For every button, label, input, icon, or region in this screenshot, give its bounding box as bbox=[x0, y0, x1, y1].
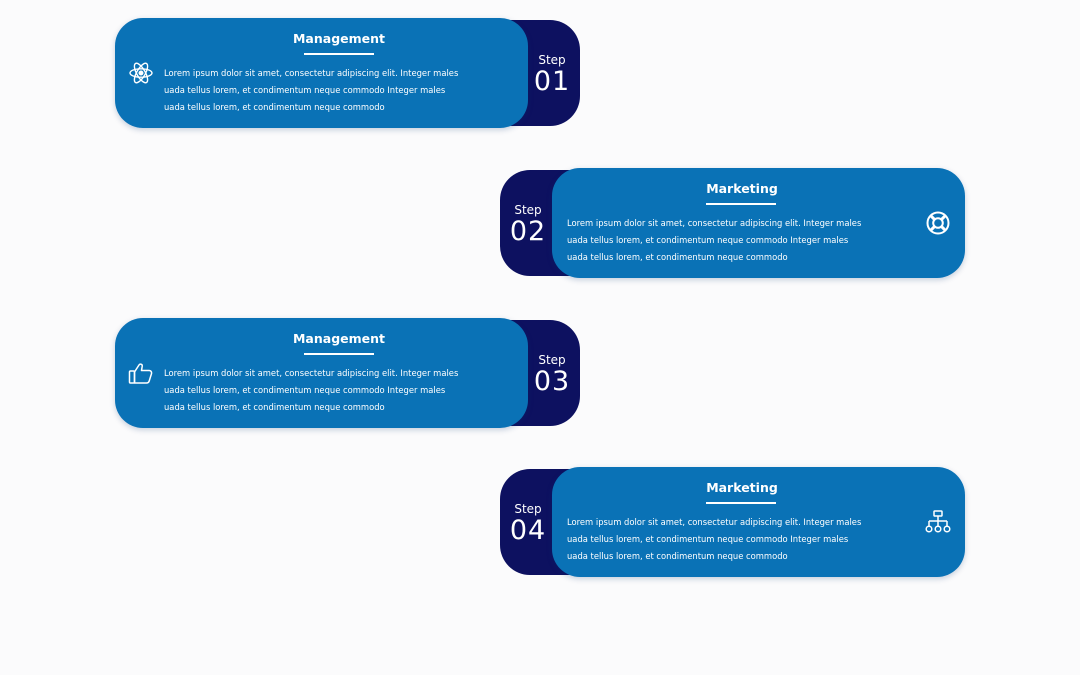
step-card bbox=[552, 467, 965, 577]
step-title: Marketing bbox=[706, 181, 778, 196]
description-line: Lorem ipsum dolor sit amet, consectetur adipiscing elit. Integer males bbox=[567, 218, 862, 228]
step-description bbox=[567, 215, 929, 266]
step-label: Step bbox=[538, 353, 566, 367]
description-line: Lorem ipsum dolor sit amet, consectetur adipiscing elit. Integer males bbox=[164, 368, 459, 378]
step-title: Marketing bbox=[706, 480, 778, 495]
description-line: uada tellus lorem, et condimentum neque commodo bbox=[164, 102, 385, 112]
title-underline bbox=[706, 502, 776, 504]
step-card bbox=[115, 318, 528, 428]
title-underline bbox=[304, 53, 374, 55]
thumbs-up-icon bbox=[127, 359, 155, 387]
step-label: Step bbox=[514, 203, 542, 217]
step-card bbox=[552, 168, 965, 278]
description-line: uada tellus lorem, et condimentum neque commodo Integer males bbox=[164, 85, 446, 95]
step-label: Step bbox=[514, 502, 542, 516]
description-line: uada tellus lorem, et condimentum neque commodo Integer males bbox=[164, 385, 446, 395]
step-number: 01 bbox=[533, 66, 571, 97]
title-underline bbox=[706, 203, 776, 205]
description-line: uada tellus lorem, et condimentum neque commodo Integer males bbox=[567, 534, 849, 544]
step-description bbox=[164, 65, 526, 116]
step-title: Management bbox=[292, 31, 385, 46]
description-line: uada tellus lorem, et condimentum neque commodo Integer males bbox=[567, 235, 849, 245]
title-underline bbox=[304, 353, 374, 355]
step-number: 04 bbox=[509, 515, 547, 546]
description-line: uada tellus lorem, et condimentum neque commodo bbox=[567, 551, 788, 561]
description-line: uada tellus lorem, et condimentum neque commodo bbox=[164, 402, 385, 412]
step-description bbox=[164, 365, 526, 416]
step-card bbox=[115, 18, 528, 128]
step-label: Step bbox=[538, 53, 566, 67]
description-line: Lorem ipsum dolor sit amet, consectetur adipiscing elit. Integer males bbox=[164, 68, 459, 78]
description-line: uada tellus lorem, et condimentum neque commodo bbox=[567, 252, 788, 262]
step-title: Management bbox=[292, 331, 385, 346]
step-number: 02 bbox=[509, 216, 547, 247]
atom-icon bbox=[127, 59, 155, 87]
step-number: 03 bbox=[533, 366, 571, 397]
description-line: Lorem ipsum dolor sit amet, consectetur adipiscing elit. Integer males bbox=[567, 517, 862, 527]
step-description bbox=[567, 514, 929, 565]
